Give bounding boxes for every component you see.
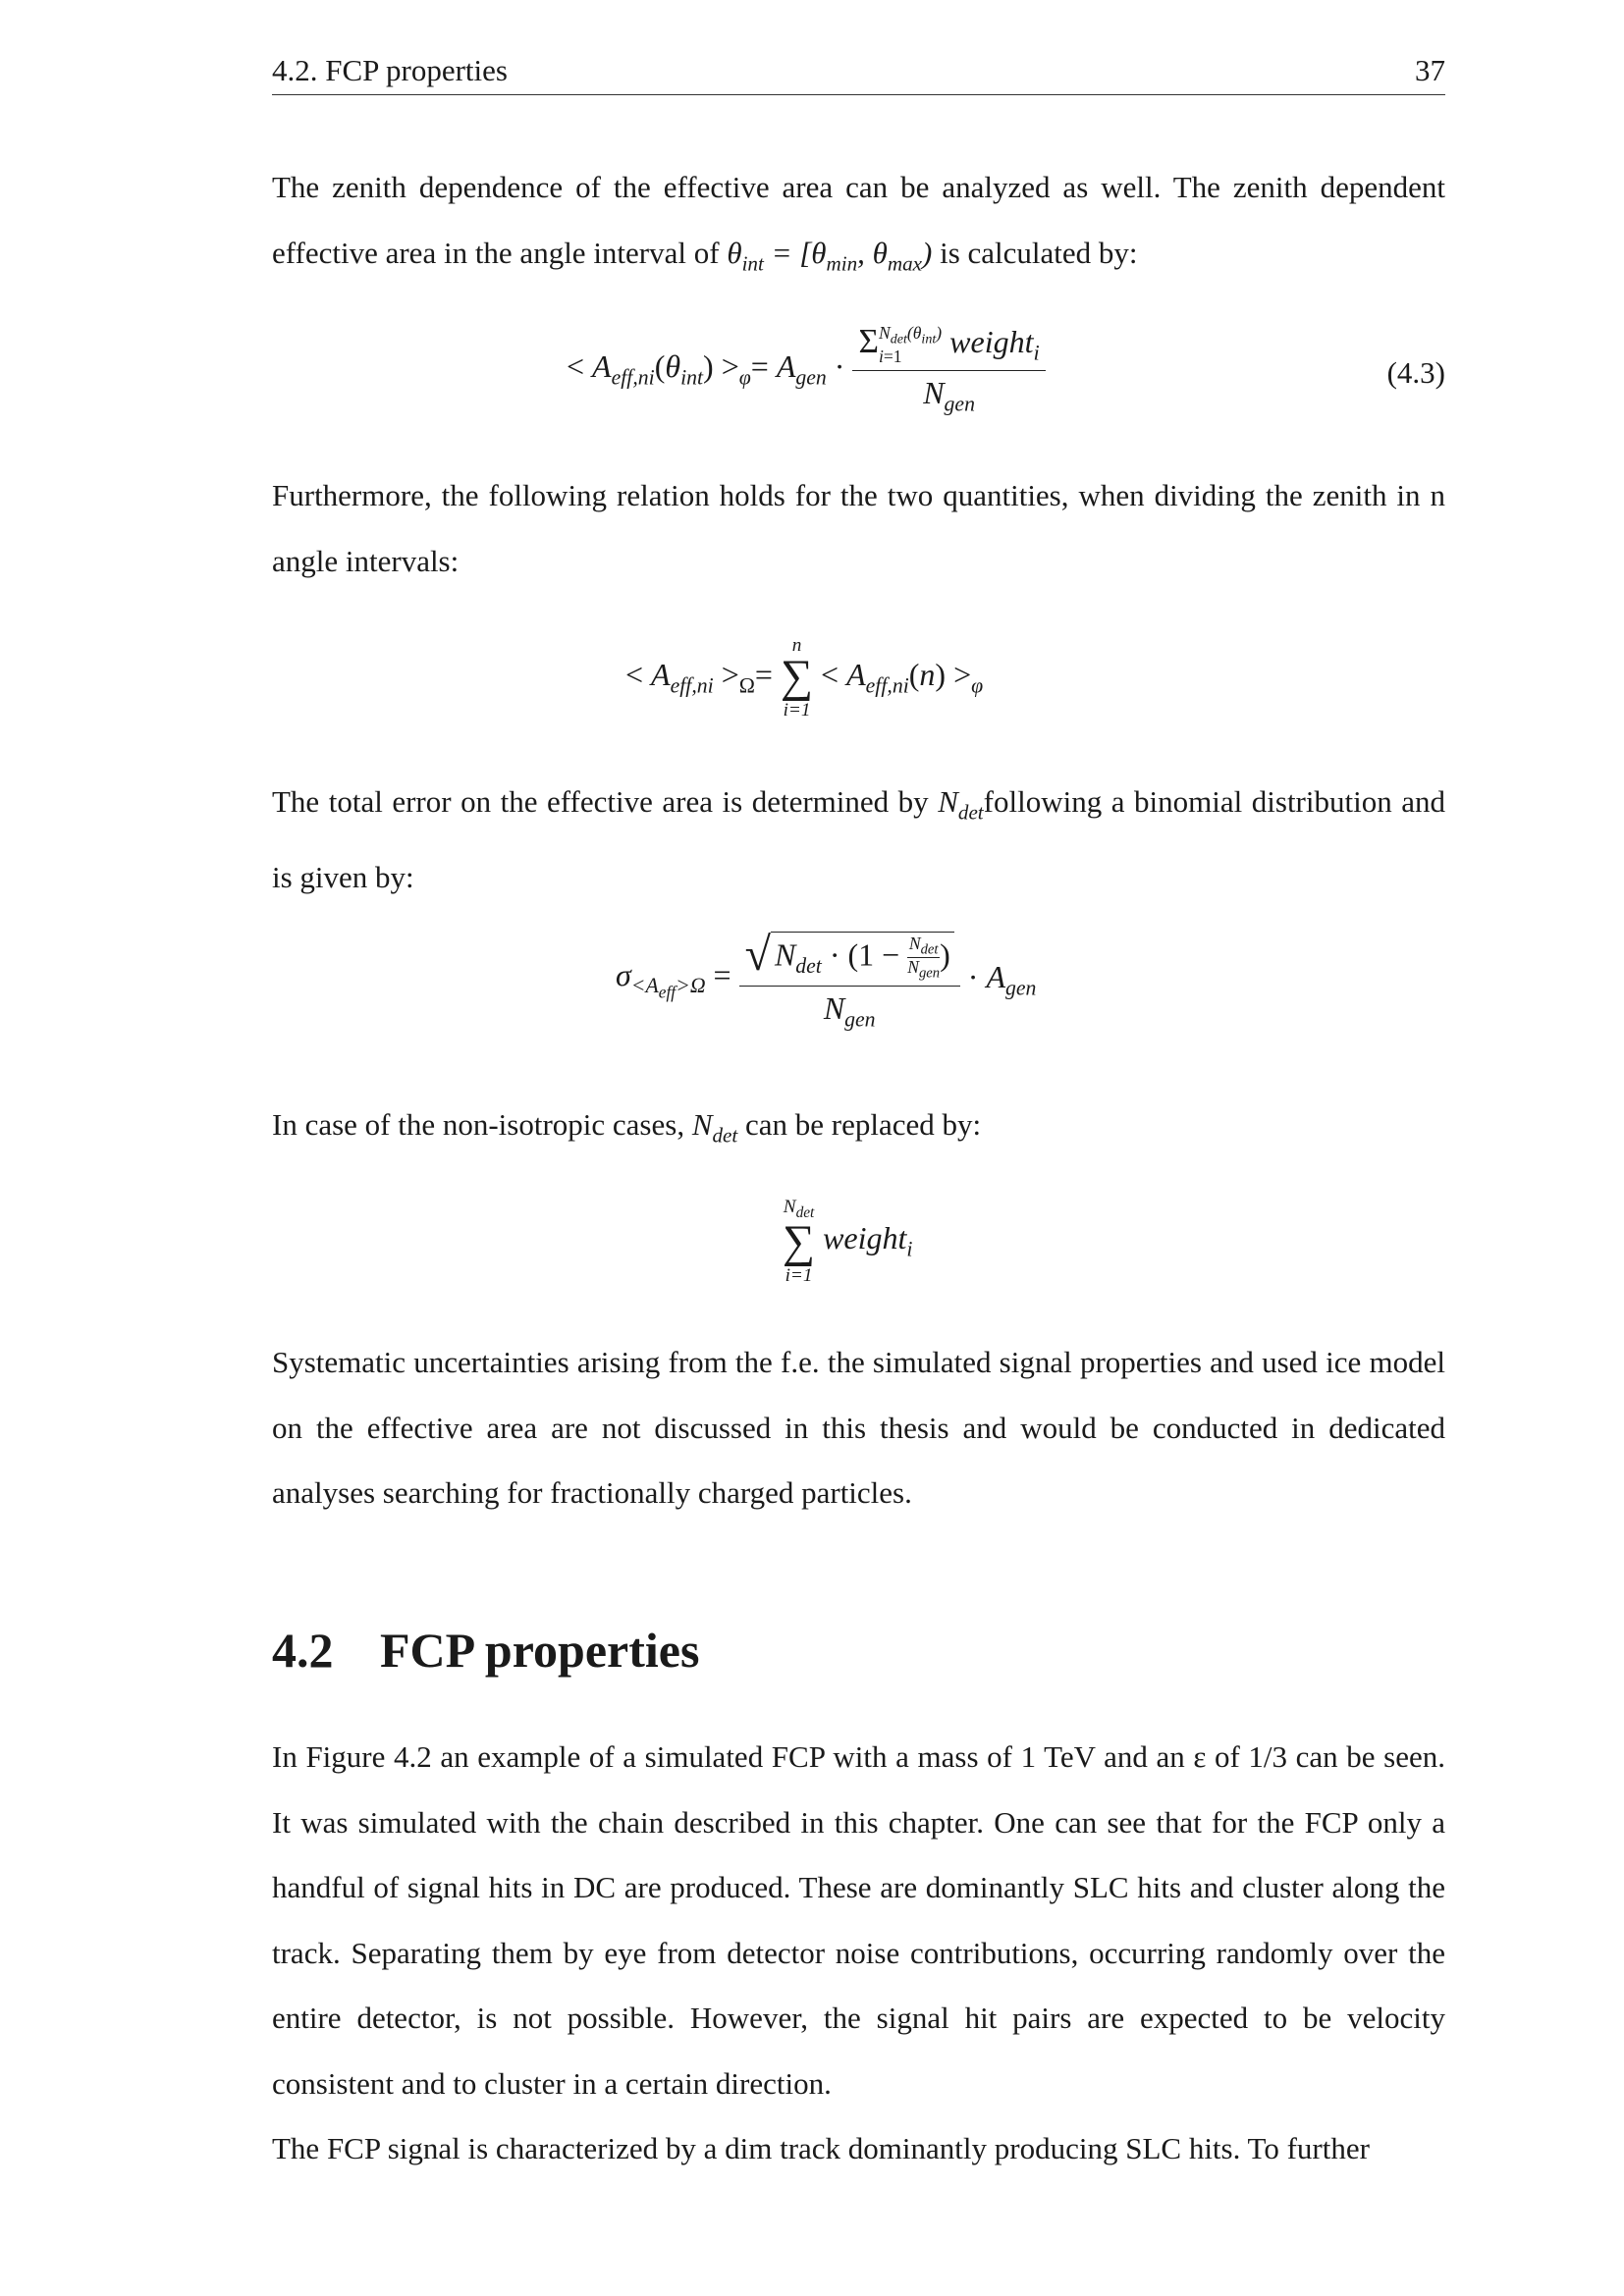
section-title: FCP properties (380, 1623, 700, 1678)
paragraph-text: In case of the non-isotropic cases, (272, 1107, 685, 1142)
header-section-title: 4.2. FCP properties (272, 53, 508, 87)
equation-sum-weights (272, 1198, 1445, 1306)
equation-body: $\sigma_{<A_{eff}>\Omega}$ = √ $N_{det} \cdot (1$ − $N_{det}$ $N_{gen}$ ) $N_{gen}$ · $A_{gen}$ (616, 929, 1037, 1032)
equation-body: < $A_{eff,ni}(\theta_{int}) >_\varphi= A_{gen}$ · $\Sigma N_{det}(\theta_{int})$ i=1 weight$_i$ $N_{gen}$ (567, 322, 1046, 417)
equation-sigma (272, 928, 1445, 1045)
paragraph-text: following a binomial distribution and is given by: (272, 784, 1445, 894)
equation-body: $N_{det}$ ∑ i=1 weight$_i$ (783, 1197, 913, 1286)
paragraph-relation: Furthermore, the following relation holds for the two quantities, when dividing the zenith in n angle intervals: (272, 478, 1445, 578)
paragraph-zenith-dependence (272, 155, 1445, 295)
paragraph-text: is calculated by: (940, 235, 1138, 270)
paragraph-text: The total error on the effective area is determined by (272, 784, 929, 819)
paragraph-fcp-signal: The FCP signal is characterized by a dim track dominantly producing SLC hits. To further (272, 2131, 1370, 2165)
equation-4-3 (272, 322, 1445, 430)
equation-sum-intervals (272, 636, 1445, 734)
paragraph-text: The zenith dependence of the effective area can be analyzed as well. The zenith dependent (272, 170, 1445, 204)
inline-math: $N_{det}$ (691, 1107, 738, 1148)
section-heading (272, 1622, 699, 1679)
paragraph-non-isotropic (272, 1093, 1445, 1168)
paragraph-text: can be replaced by: (745, 1107, 982, 1142)
equation-number: (4.3) (1386, 355, 1445, 390)
inline-math: $N_{det}$ (938, 784, 984, 825)
running-header (272, 49, 1445, 95)
paragraph-systematics: Systematic uncertainties arising from the f.e. the simulated signal properties and used ice model on the effective area are not discussed in this thesis and would be conducted in dedicated analyses searching for fractionally charged particles. (272, 1345, 1445, 1510)
section-number: 4.2 (272, 1623, 334, 1678)
paragraph-text: effective area in the angle interval of (272, 235, 720, 270)
equation-body: < $A_{eff,ni} >_\Omega=$ n ∑ i=1 < $A_{eff,ni}(n) >_\varphi$ (625, 635, 984, 721)
inline-math: $\theta_{int} = [\theta_{min}$, $\theta_{max}$) (727, 235, 933, 275)
paragraph-fcp-example: In Figure 4.2 an example of a simulated FCP with a mass of 1 TeV and an ε of 1/3 can be seen. It was simulated with the chain described in this chapter. One can see that for the FCP only a handful of signal hits in DC are produced. These are dominantly SLC hits and cluster along the track. Separating them by eye from detector noise contributions, occurring randomly over the entire detector, is not possible. However, the signal hit pairs are expected to be velocity consistent and to cluster in a certain direction. (272, 1739, 1445, 2101)
page-number: 37 (1415, 53, 1445, 87)
paragraph-total-error (272, 770, 1445, 910)
